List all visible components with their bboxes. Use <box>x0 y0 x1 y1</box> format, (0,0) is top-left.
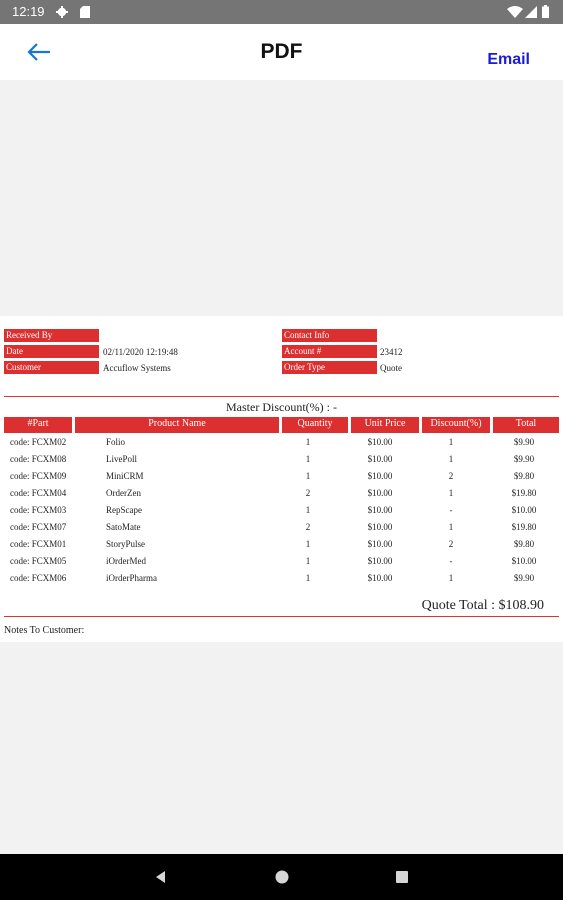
column-header-total: Total <box>493 417 559 433</box>
total-cell: $10.00 <box>511 556 537 566</box>
column-header-product: Product Name <box>75 417 279 433</box>
navigation-bar <box>0 854 563 900</box>
unit-price-cell: $10.00 <box>367 556 393 566</box>
part-cell: code: FCXM08 <box>10 454 67 464</box>
part-cell: code: FCXM03 <box>10 505 67 515</box>
discount-cell: - <box>449 556 453 566</box>
table-row <box>0 572 563 584</box>
unit-price-cell: $10.00 <box>367 437 393 447</box>
product-cell: Folio <box>106 437 126 447</box>
product-cell: MiniCRM <box>106 471 144 481</box>
date-label: Date <box>4 345 99 358</box>
status-time: 12:19 <box>12 4 45 19</box>
column-header-discount: Discount(%) <box>422 417 490 433</box>
table-row <box>0 470 563 482</box>
product-cell: iOrderPharma <box>106 573 157 583</box>
received-by-label: Received By <box>4 329 99 342</box>
account-value: 23412 <box>380 347 403 357</box>
part-cell: code: FCXM07 <box>10 522 67 532</box>
quantity-cell: 1 <box>305 539 311 549</box>
part-cell: code: FCXM02 <box>10 437 67 447</box>
nav-home-icon[interactable] <box>274 869 290 885</box>
discount-cell: 1 <box>448 454 454 464</box>
total-cell: $9.90 <box>513 573 535 583</box>
product-cell: StoryPulse <box>106 539 146 549</box>
pdf-document <box>0 316 563 642</box>
column-header-part: #Part <box>4 417 72 433</box>
unit-price-cell: $10.00 <box>367 573 393 583</box>
unit-price-cell: $10.00 <box>367 454 393 464</box>
page-title: PDF <box>260 40 303 63</box>
discount-cell: 1 <box>448 437 454 447</box>
quantity-cell: 1 <box>305 573 311 583</box>
date-value: 02/11/2020 12:19:48 <box>103 347 178 357</box>
product-cell: LivePoll <box>106 454 137 464</box>
customer-label: Customer <box>4 361 99 374</box>
order-type-label: Order Type <box>282 361 377 374</box>
quantity-cell: 1 <box>305 471 311 481</box>
account-label: Account # <box>282 345 377 358</box>
table-row <box>0 436 563 448</box>
product-cell: SatoMate <box>106 522 141 532</box>
total-cell: $9.80 <box>513 471 535 481</box>
nav-recents-icon[interactable] <box>394 869 410 885</box>
part-cell: code: FCXM06 <box>10 573 67 583</box>
unit-price-cell: $10.00 <box>367 539 393 549</box>
cellular-signal-icon <box>525 6 537 18</box>
master-discount: Master Discount(%) : - <box>226 400 337 414</box>
gear-icon <box>56 6 68 18</box>
part-cell: code: FCXM09 <box>10 471 67 481</box>
total-cell: $9.90 <box>513 454 535 464</box>
status-bar <box>0 0 563 24</box>
app-bar <box>0 24 563 80</box>
total-cell: $10.00 <box>511 505 537 515</box>
quantity-cell: 1 <box>305 505 311 515</box>
table-row <box>0 538 563 550</box>
table-row <box>0 453 563 465</box>
contact-info-label: Contact Info <box>282 329 377 342</box>
part-cell: code: FCXM01 <box>10 539 67 549</box>
total-cell: $9.80 <box>513 539 535 549</box>
unit-price-cell: $10.00 <box>367 471 393 481</box>
unit-price-cell: $10.00 <box>367 488 393 498</box>
quote-total: Quote Total : $108.90 <box>421 598 544 613</box>
wifi-icon <box>507 6 523 18</box>
part-cell: code: FCXM04 <box>10 488 67 498</box>
discount-cell: - <box>449 505 453 515</box>
quantity-cell: 2 <box>305 488 311 498</box>
total-cell: $19.80 <box>511 488 537 498</box>
discount-cell: 2 <box>448 539 454 549</box>
discount-cell: 1 <box>448 488 454 498</box>
column-header-quantity: Quantity <box>282 417 348 433</box>
part-cell: code: FCXM05 <box>10 556 67 566</box>
quantity-cell: 1 <box>305 437 311 447</box>
unit-price-cell: $10.00 <box>367 505 393 515</box>
product-cell: OrderZen <box>106 488 141 498</box>
unit-price-cell: $10.00 <box>367 522 393 532</box>
total-cell: $9.90 <box>513 437 535 447</box>
product-cell: RepScape <box>106 505 142 515</box>
divider <box>4 396 559 397</box>
divider <box>4 616 559 617</box>
order-type-value: Quote <box>380 363 402 373</box>
column-header-unit-price: Unit Price <box>351 417 419 433</box>
customer-value: Accuflow Systems <box>103 363 171 373</box>
table-row <box>0 487 563 499</box>
discount-cell: 1 <box>448 573 454 583</box>
email-button[interactable]: Email <box>487 51 530 68</box>
discount-cell: 2 <box>448 471 454 481</box>
nav-back-icon[interactable] <box>153 869 169 885</box>
discount-cell: 1 <box>448 522 454 532</box>
quantity-cell: 1 <box>305 556 311 566</box>
total-cell: $19.80 <box>511 522 537 532</box>
notes-to-customer: Notes To Customer: <box>4 625 85 636</box>
sd-card-icon <box>80 6 90 18</box>
quantity-cell: 2 <box>305 522 311 532</box>
table-row <box>0 555 563 567</box>
battery-icon <box>542 5 549 18</box>
quantity-cell: 1 <box>305 454 311 464</box>
product-cell: iOrderMed <box>106 556 146 566</box>
table-row <box>0 504 563 516</box>
table-row <box>0 521 563 533</box>
